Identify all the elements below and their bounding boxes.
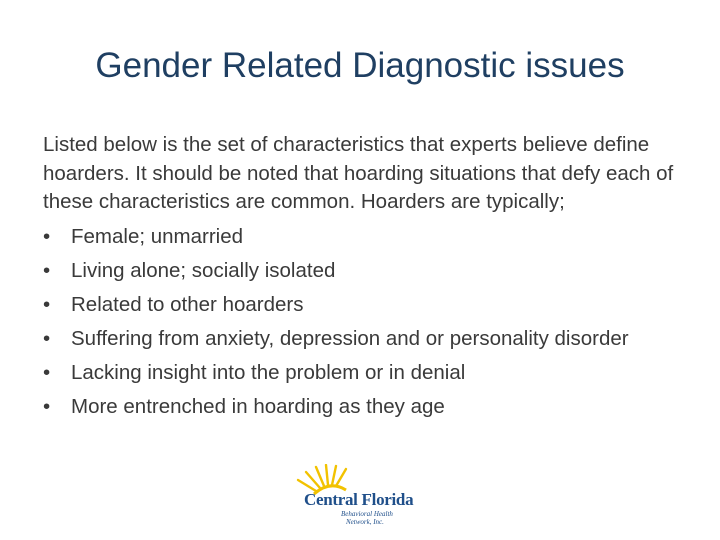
list-item [43,325,683,354]
bullet-icon: • [43,394,51,418]
list-item [43,223,683,252]
bullet-icon: • [43,360,51,384]
bullet-icon: • [43,326,51,350]
slide-title: Gender Related Diagnostic issues [95,46,625,85]
list-item-text: Related to other hoarders [71,292,304,316]
list-item [43,393,683,422]
bullet-icon: • [43,224,51,248]
list-item-text: Female; unmarried [71,224,244,248]
list-item-text: Suffering from anxiety, depression and or personality disorder [71,326,629,350]
logo-line-1: Behavioral Health [341,510,393,518]
bullet-icon: • [43,258,51,282]
central-florida-logo [286,464,426,534]
slide-body [43,131,683,427]
list-item [43,291,683,320]
characteristics-list [43,223,683,422]
list-item-text: Lacking insight into the problem or in denial [71,360,466,384]
logo-name: Central Florida [304,490,414,509]
list-item [43,359,683,388]
intro-paragraph: Listed below is the set of characteristics that experts believe define hoarders. It should be noted that hoarding situations that defy each of these characteristics are common. Hoarders are typically; [43,133,674,213]
list-item-text: Living alone; socially isolated [71,258,336,282]
list-item-text: More entrenched in hoarding as they age [71,394,445,418]
bullet-icon: • [43,292,51,316]
logo-line-2: Network, Inc. [346,518,384,526]
list-item [43,257,683,286]
